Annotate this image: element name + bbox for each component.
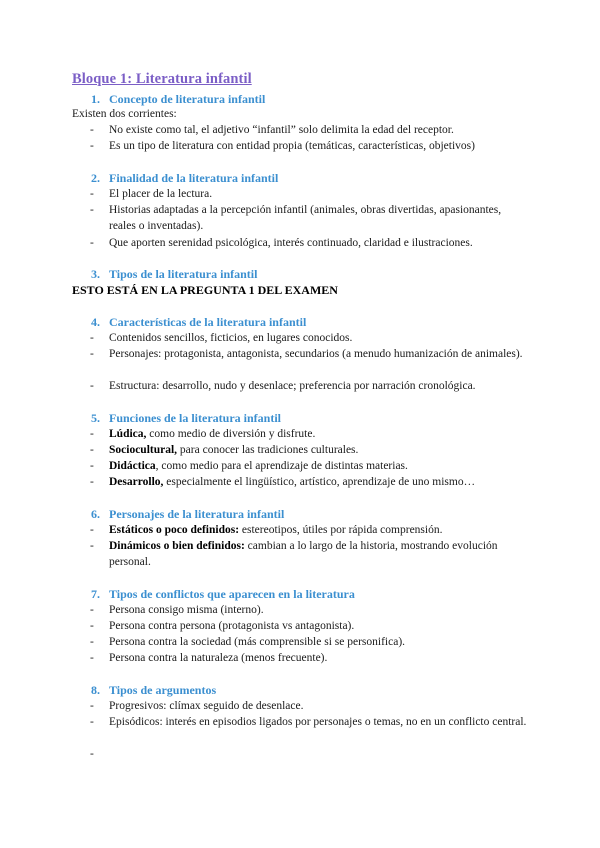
list-item: - Didáctica, como medio para el aprendizaje de distintas materias. bbox=[90, 460, 408, 472]
list-item: - Persona consigo misma (interno). bbox=[90, 604, 264, 616]
section-heading: 1. Concepto de literatura infantil bbox=[91, 92, 266, 106]
section-heading: 4. Características de la literatura infantil bbox=[91, 315, 307, 329]
intro-text: Existen dos corrientes: bbox=[72, 108, 177, 120]
document-title: Bloque 1: Literatura infantil bbox=[72, 71, 252, 87]
exam-note: ESTO ESTÁ EN LA PREGUNTA 1 DEL EXAMEN bbox=[72, 283, 338, 297]
list-item: - Personajes: protagonista, antagonista, secundarios (a menudo humanización de animales). bbox=[90, 348, 523, 360]
list-item: - Progresivos: clímax seguido de desenlace. bbox=[90, 700, 304, 712]
list-item: - El placer de la lectura. bbox=[90, 188, 213, 200]
section-heading: 2. Finalidad de la literatura infantil bbox=[91, 171, 279, 185]
list-item: - Persona contra persona (protagonista vs antagonista). bbox=[90, 620, 355, 632]
list-item: - Que aporten serenidad psicológica, interés continuado, claridad e ilustraciones. bbox=[90, 237, 473, 249]
list-item: - Sociocultural, para conocer las tradiciones culturales. bbox=[90, 444, 359, 456]
document-page: Bloque 1: Literatura infantil 1. Concepto de literatura infantil Existen dos corrientes: - No existe como tal, el adjetivo “infantil” solo delimita la edad del receptor. - Es un tipo de literatura con entidad propia (temáticas, características, objetivos) 2. Finalidad de la literatura infantil - El placer de la lectura. - Historias adaptadas a la percepción infantil (animales, obras divertidas, apasionantes, reales o inventadas). - Que aporten serenidad psicológica, interés continuado, claridad e ilustraciones. 3. Tipos de la literatura infantil ESTO ESTÁ EN LA PREGUNTA 1 DEL EXAMEN 4. Características de la literatura infantil - Contenidos sencillos, ficticios, en lugares conocidos. - Personajes: protagonista, antagonista, secundarios (a menudo humanización de animales). - Estructura: desarrollo, nudo y desenlace; preferencia por narración cronológica. 5. Funciones de la literatura infantil - Lúdica, como medio de diversión y disfrute. - Sociocultural, para conocer las tradiciones culturales. - Didáctica, como medio para el aprendizaje de distintas materias. - Desarrollo, especialmente el lingüístico, artístico, aprendizaje de uno mismo… 6. Personajes de la literatura infantil - Estáticos o poco definidos: estereotipos, útiles por rápida comprensión. - Dinámicos o bien definidos: cambian a lo largo de la historia, mostrando evolución personal. 7. Tipos de conflictos que aparecen en la literatura - Persona consigo misma (interno). - Persona contra persona (protagonista vs antagonista). - Persona contra la sociedad (más comprensible si se personifica). - Persona contra la naturaleza (menos frecuente). 8. Tipos de argumentos - Progresivos: clímax seguido de desenlace. - Episódicos: interés en episodios ligados por personajes o temas, no en un conflicto central. - bbox=[0, 0, 600, 848]
section-heading: 7. Tipos de conflictos que aparecen en la literatura bbox=[91, 587, 355, 601]
list-item: - Historias adaptadas a la percepción infantil (animales, obras divertidas, apasionantes, reales o inventadas). bbox=[90, 204, 502, 232]
list-item: - Estructura: desarrollo, nudo y desenlace; preferencia por narración cronológica. bbox=[90, 380, 476, 392]
list-item: - Es un tipo de literatura con entidad propia (temáticas, características, objetivos) bbox=[90, 140, 475, 152]
list-item: - Contenidos sencillos, ficticios, en lugares conocidos. bbox=[90, 332, 353, 344]
list-item: - Dinámicos o bien definidos: cambian a lo largo de la historia, mostrando evolución personal. bbox=[90, 540, 498, 568]
list-item: - Desarrollo, especialmente el lingüístico, artístico, aprendizaje de uno mismo… bbox=[90, 476, 476, 488]
list-item: - Lúdica, como medio de diversión y disfrute. bbox=[90, 428, 316, 440]
section-heading: 6. Personajes de la literatura infantil bbox=[91, 507, 285, 521]
list-item: - No existe como tal, el adjetivo “infantil” solo delimita la edad del receptor. bbox=[90, 124, 454, 136]
section-heading: 5. Funciones de la literatura infantil bbox=[91, 411, 281, 425]
list-item: - Persona contra la naturaleza (menos frecuente). bbox=[90, 652, 328, 664]
list-item: - Persona contra la sociedad (más comprensible si se personifica). bbox=[90, 636, 406, 648]
list-item: - Estáticos o poco definidos: estereotipos, útiles por rápida comprensión. bbox=[90, 524, 443, 536]
section-heading: 3. Tipos de la literatura infantil bbox=[91, 267, 258, 281]
list-item: - Episódicos: interés en episodios ligados por personajes o temas, no en un conflicto central. bbox=[90, 716, 527, 728]
section-heading: 8. Tipos de argumentos bbox=[91, 683, 217, 697]
